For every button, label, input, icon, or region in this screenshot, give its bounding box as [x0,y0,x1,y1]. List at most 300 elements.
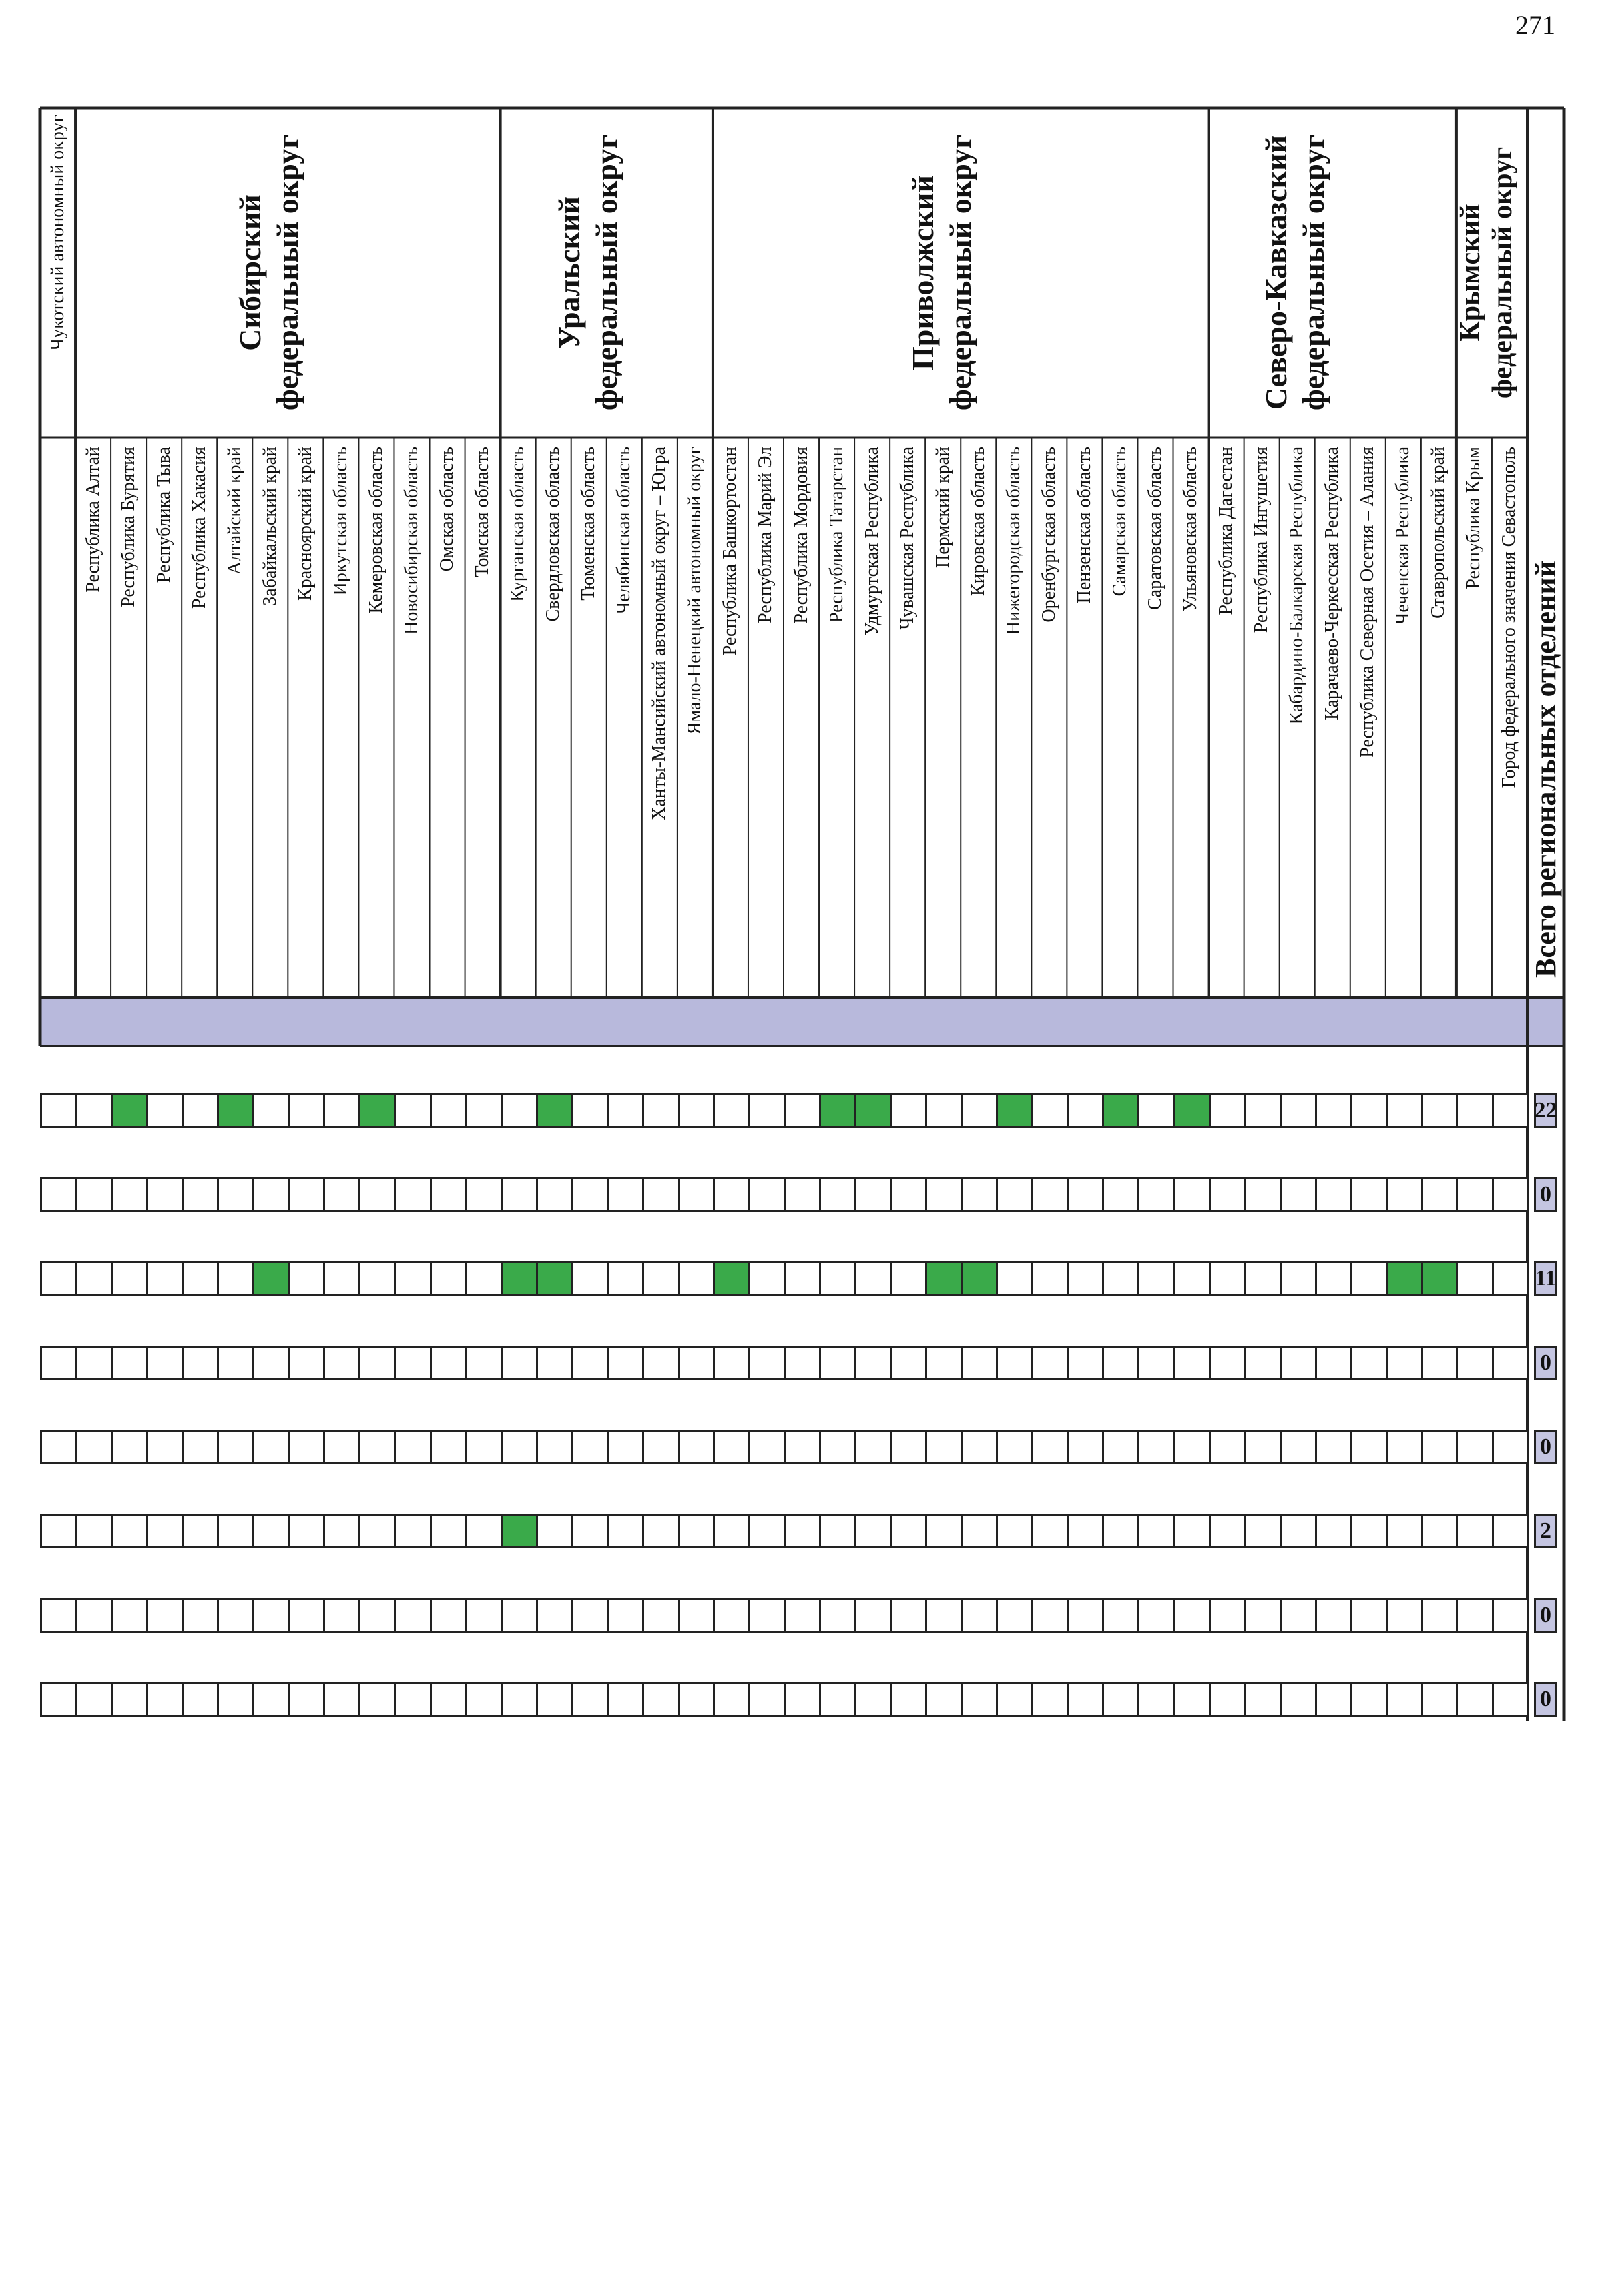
empty-cell [394,1514,431,1548]
empty-cell [996,1261,1033,1296]
empty-cell [501,1093,538,1128]
empty-cell [819,1177,856,1212]
marked-cell [713,1261,750,1296]
empty-cell [182,1682,219,1717]
empty-cell [182,1261,219,1296]
empty-cell [252,1598,290,1633]
empty-cell [854,1430,892,1464]
empty-cell [1350,1514,1388,1548]
district-label: Северо-Кавказский федеральный округ [1259,134,1331,411]
empty-cell [430,1177,467,1212]
empty-cell [1386,1093,1423,1128]
empty-cell [1386,1682,1423,1717]
empty-cell [358,1682,396,1717]
empty-cell [854,1598,892,1633]
empty-cell [571,1346,609,1380]
empty-cell [1350,1093,1388,1128]
empty-cell [111,1598,148,1633]
marked-cell [217,1093,254,1128]
empty-cell [182,1514,219,1548]
empty-cell [1067,1177,1104,1212]
empty-cell [1102,1346,1139,1380]
region-label: Удмуртская Республика [861,447,882,636]
empty-cell [394,1177,431,1212]
empty-cell [146,1430,184,1464]
empty-cell [748,1346,786,1380]
region-label: Оренбургская область [1038,447,1059,623]
empty-cell [182,1430,219,1464]
empty-cell [217,1514,254,1548]
empty-cell [1456,1430,1494,1464]
empty-cell [323,1261,360,1296]
empty-cell [40,1598,77,1633]
empty-cell [1137,1430,1175,1464]
page-number: 271 [1515,10,1555,40]
empty-cell [1421,1093,1458,1128]
empty-cell [854,1346,892,1380]
empty-cell [1492,1682,1529,1717]
empty-cell [890,1177,927,1212]
empty-cell [819,1261,856,1296]
empty-cell [536,1430,573,1464]
empty-cell [465,1261,503,1296]
empty-cell [358,1346,396,1380]
region-label: Саратовская область [1145,447,1165,611]
empty-cell [1102,1261,1139,1296]
marked-cell [501,1514,538,1548]
empty-cell [1350,1261,1388,1296]
empty-cell [430,1093,467,1128]
empty-cell [536,1346,573,1380]
marked-cell [1102,1093,1139,1128]
marked-cell [1386,1261,1423,1296]
empty-cell [1492,1177,1529,1212]
region-label: Омская область [437,447,458,572]
empty-cell [890,1346,927,1380]
empty-cell [465,1346,503,1380]
empty-cell [358,1598,396,1633]
empty-cell [217,1261,254,1296]
empty-cell [996,1430,1033,1464]
empty-cell [1421,1430,1458,1464]
empty-cell [642,1682,680,1717]
region-label: Ставропольский край [1428,447,1449,619]
empty-cell [1456,1598,1494,1633]
empty-cell [252,1514,290,1548]
empty-cell [890,1598,927,1633]
empty-cell [1386,1514,1423,1548]
empty-cell [1067,1598,1104,1633]
marked-cell [536,1261,573,1296]
empty-cell [430,1598,467,1633]
empty-cell [571,1093,609,1128]
empty-cell [1137,1177,1175,1212]
empty-cell [1456,1346,1494,1380]
empty-cell [854,1682,892,1717]
empty-cell [111,1346,148,1380]
empty-cell [1031,1093,1069,1128]
empty-cell [323,1346,360,1380]
empty-cell [536,1682,573,1717]
row-total: 22 [1534,1093,1557,1128]
empty-cell [1209,1682,1246,1717]
empty-cell [1280,1514,1317,1548]
region-label: Город федерального значения Севастополь [1499,447,1520,788]
empty-cell [925,1598,963,1633]
empty-cell [394,1093,431,1128]
empty-cell [501,1682,538,1717]
empty-cell [1137,1346,1175,1380]
empty-cell [961,1682,998,1717]
empty-cell [996,1514,1033,1548]
empty-cell [217,1598,254,1633]
empty-cell [961,1093,998,1128]
empty-cell [394,1346,431,1380]
empty-cell [1244,1682,1282,1717]
empty-cell [358,1177,396,1212]
empty-cell [1209,1514,1246,1548]
empty-cell [642,1346,680,1380]
marked-cell [819,1093,856,1128]
empty-cell [1492,1261,1529,1296]
empty-cell [996,1177,1033,1212]
empty-cell [1280,1261,1317,1296]
empty-cell [642,1177,680,1212]
empty-cell [252,1093,290,1128]
empty-cell [1280,1093,1317,1128]
empty-cell [1244,1598,1282,1633]
empty-cell [1280,1430,1317,1464]
empty-cell [40,1177,77,1212]
empty-cell [430,1346,467,1380]
header-band [40,998,1564,1046]
row-total: 0 [1534,1177,1557,1212]
empty-cell [288,1346,325,1380]
empty-cell [642,1430,680,1464]
empty-cell [713,1514,750,1548]
empty-cell [678,1682,715,1717]
empty-cell [111,1177,148,1212]
empty-cell [784,1346,821,1380]
empty-cell [75,1093,113,1128]
empty-cell [607,1598,644,1633]
empty-cell [217,1430,254,1464]
empty-cell [571,1177,609,1212]
empty-cell [40,1514,77,1548]
empty-cell [1137,1093,1175,1128]
empty-cell [501,1598,538,1633]
empty-cell [819,1346,856,1380]
empty-cell [1421,1514,1458,1548]
empty-cell [1137,1261,1175,1296]
empty-cell [501,1346,538,1380]
empty-cell [358,1261,396,1296]
empty-cell [288,1430,325,1464]
empty-cell [890,1430,927,1464]
empty-cell [75,1346,113,1380]
empty-cell [1031,1682,1069,1717]
region-label: Республика Башкортостан [720,447,741,656]
empty-cell [678,1598,715,1633]
region-label: Тюменская область [578,447,599,601]
empty-cell [501,1430,538,1464]
empty-cell [607,1430,644,1464]
empty-cell [288,1177,325,1212]
empty-cell [1031,1430,1069,1464]
empty-cell [394,1261,431,1296]
empty-cell [536,1177,573,1212]
empty-cell [748,1093,786,1128]
empty-cell [1456,1682,1494,1717]
empty-cell [1173,1177,1211,1212]
empty-cell [748,1430,786,1464]
region-label: Забайкальский край [259,447,280,606]
empty-cell [111,1514,148,1548]
empty-cell [465,1682,503,1717]
marked-cell [1173,1093,1211,1128]
empty-cell [607,1261,644,1296]
empty-cell [1492,1093,1529,1128]
empty-cell [1492,1514,1529,1548]
empty-cell [961,1430,998,1464]
empty-cell [1209,1346,1246,1380]
empty-cell [252,1430,290,1464]
district-label: Приволжский федеральный округ [906,134,978,411]
empty-cell [642,1093,680,1128]
region-label: Курганская область [507,447,529,602]
empty-cell [748,1177,786,1212]
empty-cell [713,1430,750,1464]
empty-cell [819,1514,856,1548]
district-label: Уральский федеральный округ [551,134,623,411]
empty-cell [288,1261,325,1296]
empty-cell [748,1514,786,1548]
region-label: Свердловская область [543,447,564,622]
region-label: Республика Татарстан [826,447,847,623]
marked-cell [925,1261,963,1296]
empty-cell [1209,1430,1246,1464]
region-label: Республика Крым [1463,447,1485,589]
empty-cell [1209,1261,1246,1296]
region-label: Новосибирская область [401,447,422,635]
empty-cell [1315,1598,1352,1633]
region-label: Чеченская Республика [1392,447,1414,625]
empty-cell [1244,1093,1282,1128]
empty-cell [146,1514,184,1548]
empty-cell [961,1514,998,1548]
empty-cell [1031,1598,1069,1633]
empty-cell [40,1430,77,1464]
empty-cell [1315,1093,1352,1128]
empty-cell [925,1682,963,1717]
empty-cell [394,1682,431,1717]
marked-cell [996,1093,1033,1128]
marked-cell [111,1093,148,1128]
empty-cell [394,1598,431,1633]
empty-cell [111,1430,148,1464]
empty-cell [217,1682,254,1717]
empty-cell [323,1177,360,1212]
empty-cell [819,1598,856,1633]
empty-cell [1102,1514,1139,1548]
empty-cell [1244,1514,1282,1548]
empty-cell [1244,1430,1282,1464]
empty-cell [75,1430,113,1464]
empty-cell [961,1346,998,1380]
empty-cell [182,1093,219,1128]
empty-cell [925,1093,963,1128]
empty-cell [430,1430,467,1464]
empty-cell [323,1598,360,1633]
empty-cell [1102,1430,1139,1464]
empty-cell [1137,1598,1175,1633]
region-label: Чукотский автономный округ [47,115,68,351]
empty-cell [1067,1514,1104,1548]
region-label: Пермский край [932,447,953,568]
empty-cell [1209,1093,1246,1128]
empty-cell [890,1682,927,1717]
empty-cell [358,1430,396,1464]
empty-cell [1492,1346,1529,1380]
empty-cell [748,1261,786,1296]
row-total: 11 [1534,1261,1557,1296]
region-label: Республика Бурятия [117,447,139,607]
empty-cell [430,1261,467,1296]
empty-cell [536,1598,573,1633]
empty-cell [1350,1598,1388,1633]
empty-cell [1421,1682,1458,1717]
empty-cell [1315,1514,1352,1548]
region-label: Республика Ингушетия [1251,447,1272,633]
row-total: 0 [1534,1598,1557,1633]
region-label: Республика Хакасия [188,447,210,609]
empty-cell [252,1346,290,1380]
marked-cell [252,1261,290,1296]
empty-cell [1492,1598,1529,1633]
empty-cell [1456,1093,1494,1128]
empty-cell [1031,1177,1069,1212]
empty-cell [678,1261,715,1296]
district-label: Сибирский федеральный округ [233,134,305,411]
empty-cell [252,1682,290,1717]
empty-cell [146,1261,184,1296]
empty-cell [1067,1346,1104,1380]
empty-cell [1386,1177,1423,1212]
empty-cell [1067,1430,1104,1464]
empty-cell [607,1093,644,1128]
empty-cell [40,1093,77,1128]
empty-cell [1173,1514,1211,1548]
region-label: Самарская область [1109,447,1130,597]
empty-cell [996,1346,1033,1380]
empty-cell [925,1514,963,1548]
empty-cell [1421,1598,1458,1633]
empty-cell [961,1598,998,1633]
empty-cell [854,1177,892,1212]
empty-cell [819,1682,856,1717]
empty-cell [1102,1598,1139,1633]
empty-cell [1350,1346,1388,1380]
region-label: Томская область [472,447,493,577]
empty-cell [501,1177,538,1212]
empty-cell [1315,1261,1352,1296]
empty-cell [1137,1514,1175,1548]
empty-cell [713,1682,750,1717]
empty-cell [784,1177,821,1212]
empty-cell [465,1598,503,1633]
empty-cell [1350,1682,1388,1717]
empty-cell [642,1261,680,1296]
region-label: Республика Северная Осетия – Алания [1357,447,1378,758]
empty-cell [784,1261,821,1296]
empty-cell [642,1598,680,1633]
empty-cell [678,1514,715,1548]
empty-cell [1350,1177,1388,1212]
empty-cell [465,1430,503,1464]
region-label: Пензенская область [1073,447,1095,604]
empty-cell [961,1177,998,1212]
empty-cell [713,1093,750,1128]
empty-cell [571,1514,609,1548]
empty-cell [925,1177,963,1212]
region-label: Ямало-Ненецкий автономный округ [684,447,706,735]
empty-cell [784,1682,821,1717]
empty-cell [1031,1514,1069,1548]
empty-cell [1031,1346,1069,1380]
region-label: Кабардино-Балкарская Республика [1286,447,1308,725]
empty-cell [394,1430,431,1464]
empty-cell [75,1177,113,1212]
empty-cell [40,1261,77,1296]
empty-cell [678,1346,715,1380]
region-label: Красноярский край [294,447,316,601]
region-label: Кемеровская область [365,447,386,614]
empty-cell [1209,1598,1246,1633]
empty-cell [182,1177,219,1212]
empty-cell [288,1598,325,1633]
empty-cell [1173,1346,1211,1380]
empty-cell [182,1598,219,1633]
total-header: Всего региональных отделений [1529,560,1562,978]
empty-cell [536,1514,573,1548]
region-label: Кировская область [967,447,989,597]
marked-cell [961,1261,998,1296]
empty-cell [1315,1346,1352,1380]
empty-cell [146,1346,184,1380]
empty-cell [1173,1430,1211,1464]
empty-cell [1350,1430,1388,1464]
empty-cell [75,1682,113,1717]
empty-cell [358,1514,396,1548]
empty-cell [607,1346,644,1380]
row-total: 2 [1534,1514,1557,1548]
empty-cell [1244,1346,1282,1380]
empty-cell [40,1682,77,1717]
empty-cell [323,1430,360,1464]
empty-cell [1386,1346,1423,1380]
region-label: Челябинская область [613,447,635,614]
marked-cell [854,1093,892,1128]
empty-cell [1421,1346,1458,1380]
empty-cell [1031,1261,1069,1296]
region-label: Республика Дагестан [1216,447,1237,615]
marked-cell [501,1261,538,1296]
empty-cell [748,1598,786,1633]
empty-cell [678,1093,715,1128]
empty-cell [75,1261,113,1296]
empty-cell [111,1682,148,1717]
empty-cell [1280,1177,1317,1212]
